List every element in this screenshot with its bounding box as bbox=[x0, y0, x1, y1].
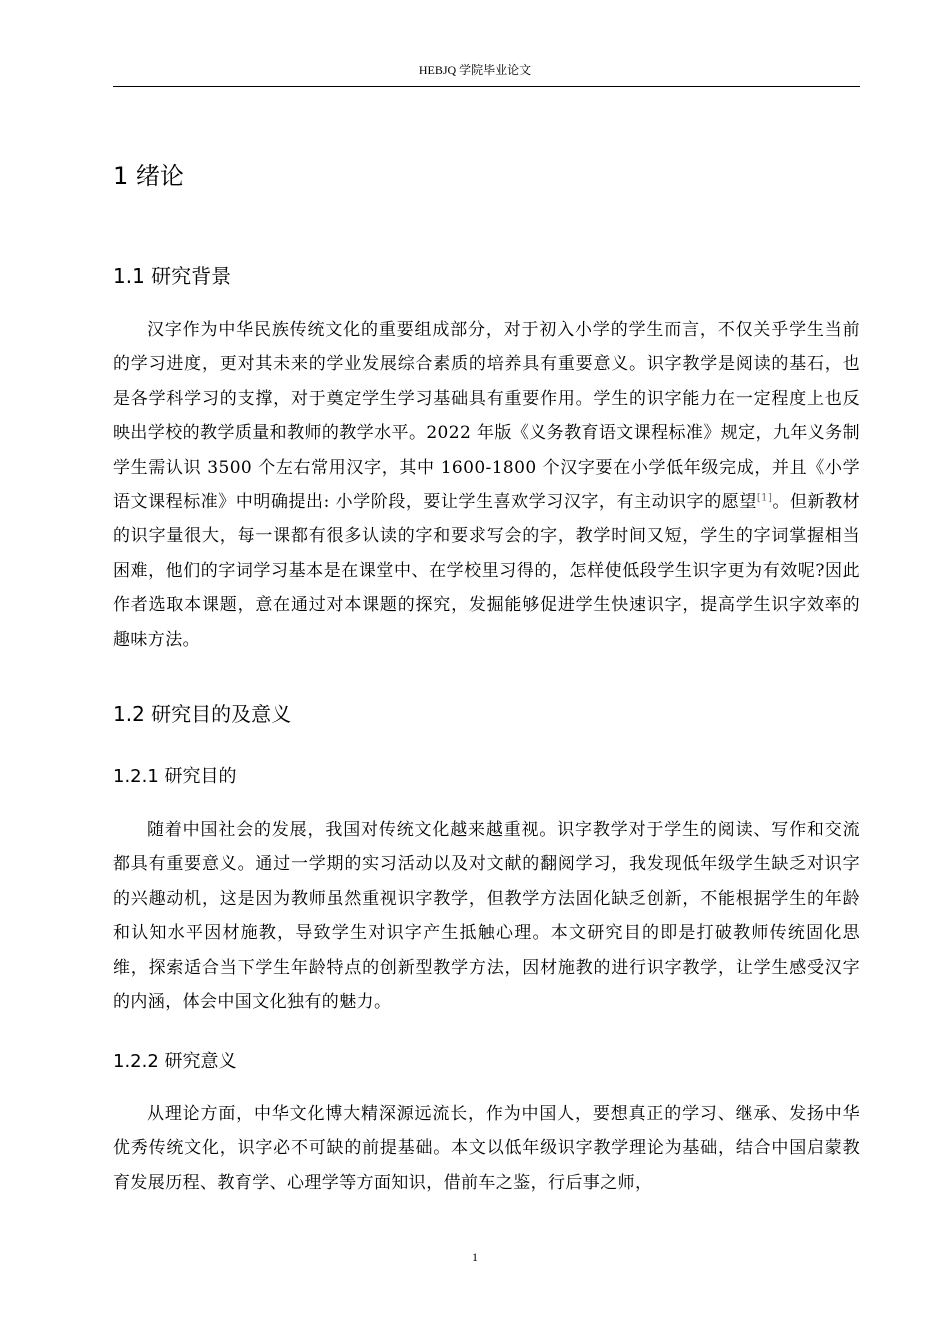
chapter-title: 1 绪论 bbox=[113, 162, 184, 190]
paragraph-research-purpose: 随着中国社会的发展，我国对传统文化越来越重视。识字教学对于学生的阅读、写作和交流都具有重要意义。通过一学期的实习活动以及对文献的翻阅学习，我发现低年级学生缺乏对识字的兴趣动机，这是因为教师虽然重视识字教学，但教学方法固化缺乏创新，不能根据学生的年龄和认知水平因材施教，导致学生对识字产生抵触心理。本文研究目的即是打破教师传统固化思维，探索适合当下学生年龄特点的创新型教学方法，因材施教的进行识字教学，让学生感受汉字的内涵，体会中国文化独有的魅力。 bbox=[113, 820, 860, 1013]
section-title-1-2: 1.2 研究目的及意义 bbox=[113, 702, 292, 726]
paragraph-text: 汉字作为中华民族传统文化的重要组成部分，对于初入小学的学生而言，不仅关乎学生当前的学习进度，更对其未来的学业发展综合素质的培养具有重要意义。识字教学是阅读的基石，也是各学科学习的支撑，对于奠定学生学习基础具有重要作用。学生的识字能力在一定程度上也反映出学校的教学质量和教师的教学水平。2022 年版《义务教育语文课程标准》规定，九年义务制学生需认识 3500 个左右常用汉字，其中 1600-1800 个汉字要在小学低年级完成，并且《小学语文课程标准》中明确提出: 小学阶段，要让学生喜欢学习汉字，有主动识字的愿望 bbox=[113, 320, 860, 513]
paragraph-text-continued: 。但新教材的识字量很大，每一课都有很多认读的字和要求写会的字，教学时间又短，学生的字词掌握相当困难，他们的字词学习基本是在课堂中、在学校里习得的，怎样使低段学生识字更为有效呢?因此作者选取本课题，意在通过对本课题的探究，发掘能够促进学生快速识字，提高学生识字效率的趣味方法。 bbox=[113, 492, 860, 650]
paragraph-research-significance: 从理论方面，中华文化博大精深源远流长，作为中国人，要想真正的学习、继承、发扬中华优秀传统文化，识字必不可缺的前提基础。本文以低年级识字教学理论为基础，结合中国启蒙教育发展历程、教育学、心理学等方面知识，借前车之鉴，行后事之师， bbox=[113, 1104, 860, 1193]
subsection-title-1-2-1: 1.2.1 研究目的 bbox=[113, 766, 237, 787]
page-number: 1 bbox=[472, 1250, 478, 1264]
citation-ref[interactable]: [1] bbox=[756, 492, 773, 504]
page-header: HEBJQ 学院毕业论文 bbox=[418, 63, 532, 77]
header-rule bbox=[113, 86, 860, 87]
section-title-1-1: 1.1 研究背景 bbox=[113, 264, 232, 288]
subsection-title-1-2-2: 1.2.2 研究意义 bbox=[113, 1051, 237, 1072]
paragraph-research-background bbox=[113, 313, 860, 657]
